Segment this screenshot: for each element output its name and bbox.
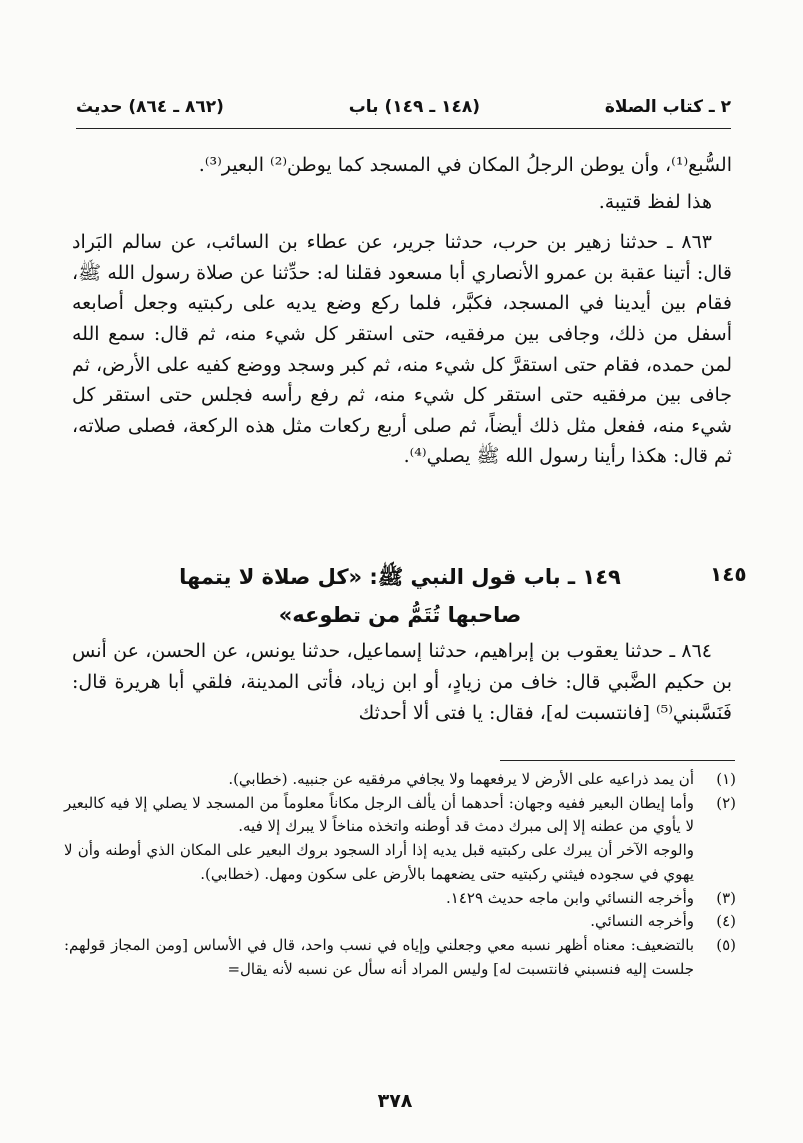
footnote-number: (٣) xyxy=(716,888,736,907)
hadith-863: ٨٦٣ ـ حدثنا زهير بن حرب، حدثنا جرير، عن عطاء بن السائب، عن سالم البَراد قال: أتينا عقبة بن عمرو الأنصاري أبا مسعود فقلنا له: حدِّثنا عن صلاة رسول الله ﷺ، فقام بين أيدينا في المسجد، فكبَّر، فلما ركع وضع يديه على ركبتيه وجعل أصابعه أسفل من ذلك، وجافى بين مرفقيه، حتى استقر كل شيء منه، ثم قال: سمع الله لمن حمده، فقام حتى استقرَّ كل شيء منه، ثم كبر وسجد ووضع كفيه على الأرض، ثم جافى بين مرفقيه حتى استقر كل شيء منه، ثم رفع رأسه فجلس حتى استقر كل شيء منه، ففعل مثل ذلك أيضاً، ثم صلى أربع ركعات مثل هذه الركعة، فصلى صلاته، ثم قال: هكذا رأينا رسول الله ﷺ يصلي⁽⁴⁾. xyxy=(72,231,732,468)
footnote-5 xyxy=(64,934,736,981)
footnote-text: وأخرجه النسائي. xyxy=(590,912,694,931)
footnote-number: (١) xyxy=(716,770,736,788)
chapter-heading-line-2: صاحبها تُتَمُّ من تطوعه» xyxy=(278,603,522,627)
running-header xyxy=(76,92,731,122)
footnote-number: (٥) xyxy=(716,935,736,954)
header-book-title: ٢ ـ كتاب الصلاة xyxy=(604,97,731,117)
hadith-864: ٨٦٤ ـ حدثنا يعقوب بن إبراهيم، حدثنا إسماعيل، حدثنا يونس، عن الحسن، عن أنس بن حكيم الضَّبي قال: خاف من زيادٍ، أو ابن زياد، فأتى المدينة، فلقي أبا هريرة قال: فَنَسَّبني⁽⁵⁾ [فانتسبت له]، فقال: يا فتى ألا أحدثك xyxy=(72,640,732,724)
footnote-text: وأما إيطان البعير ففيه وجهان: أحدهما أن يألف الرجل مكاناً معلوماً من المسجد لا يصلي إلا فيه كالبعير لا يأوي من عطنه إلا إلى مبرك دمث قد أوطنه واتخذه مناخاً لا يبرك إلا فيه. xyxy=(64,793,694,836)
page-number: ٣٧٨ xyxy=(377,1090,413,1112)
continuation-line: السُّبع⁽¹⁾، وأن يوطن الرجلُ المكان في المسجد كما يوطن⁽²⁾ البعير⁽³⁾. xyxy=(198,154,732,176)
footnotes xyxy=(64,768,736,981)
footnote-1 xyxy=(64,768,736,792)
footnote-2 xyxy=(64,792,736,839)
chapter-heading-line-1: ١٤٩ ـ باب قول النبي ﷺ: «كل صلاة لا يتمها xyxy=(179,565,621,589)
main-text xyxy=(72,150,732,472)
header-divider xyxy=(76,128,731,129)
margin-number: ١٤٥ xyxy=(710,562,747,586)
footnote-4 xyxy=(64,910,736,934)
footnote-text: أن يمد ذراعيه على الأرض لا يرفعهما ولا يجافي مرفقيه عن جنبيه. (خطابي). xyxy=(228,770,694,788)
main-text-lower xyxy=(72,636,732,729)
footnote-2-continuation: والوجه الآخر أن يبرك على ركبتيه قبل يديه إذا أراد السجود بروك البعير على المكان الذي أوطنه وأن لا يهوي في سجوده فيثني ركبتيه حتى يضعهما بالأرض على سكون ومهل. (خطابي). xyxy=(64,841,694,883)
footnote-divider xyxy=(500,760,735,761)
header-hadith-range: (٨٦٢ ـ ٨٦٤) حديث xyxy=(76,97,224,117)
footnote-number: (٢) xyxy=(716,793,736,812)
header-chapter-range: (١٤٨ ـ ١٤٩) باب xyxy=(348,97,480,117)
footnote-number: (٤) xyxy=(716,912,736,931)
footnote-text: بالتضعيف: معناه أظهر نسبه معي وجعلني وإياه في نسب واحد، قال في الأساس [ومن المجاز قولهم: جلست إليه فنسبني فانتسبت له] وليس المراد أنه سأل عن نسبه لأنه يقال= xyxy=(64,935,694,978)
chapter-heading xyxy=(100,558,700,634)
attribution-line: هذا لفظ قتيبة. xyxy=(598,190,712,213)
footnote-3 xyxy=(64,887,736,911)
footnote-text: وأخرجه النسائي وابن ماجه حديث ١٤٢٩. xyxy=(446,888,694,907)
